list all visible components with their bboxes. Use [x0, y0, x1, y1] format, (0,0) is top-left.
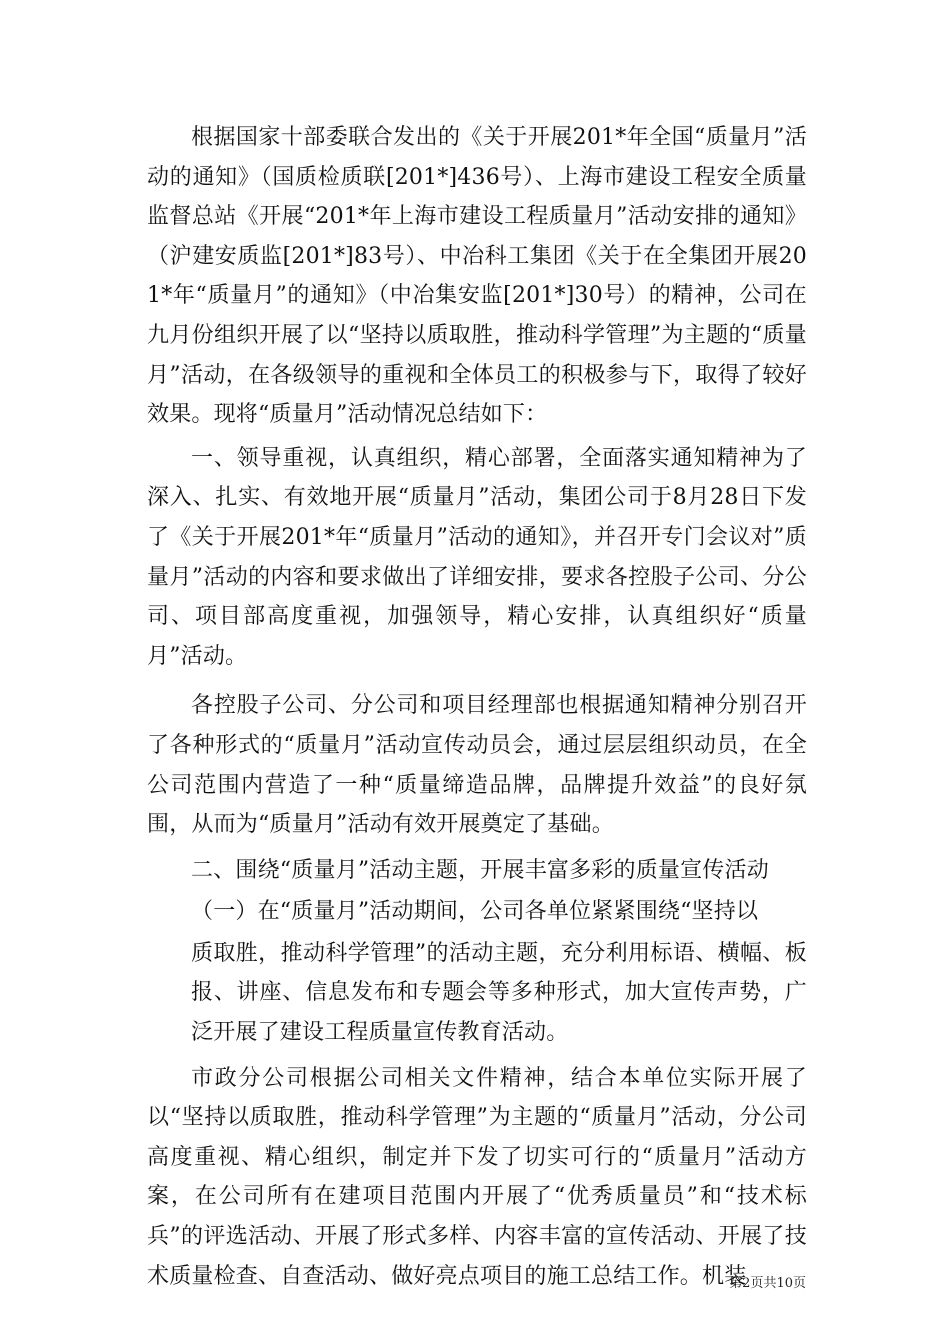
paragraph-item-one: （一）在“质量月”活动期间，公司各单位紧紧围绕“坚持以	[191, 899, 759, 925]
paragraph-section-one: 一、领导重视，认真组织，精心部署，全面落实通知精神为了深入、扎实、有效地开展“质量月”活动，集团公司于8月28日下发了《关于开展201*年“质量月”活动的通知》，并召开专门会议对”质量月”活动的内容和要求做出了详细安排，要求各控股子公司、分公司、项目部高度重视，加强领导，精心安排，认真组织好“质量月”活动。	[147, 445, 807, 669]
paragraph-subsidiaries: 各控股子公司、分公司和项目经理部也根据通知精神分别召开了各种形式的“质量月”活动宣传动员会，通过层层组织动员，在全公司范围内营造了一种“质量缔造品牌，品牌提升效益”的良好氛围，从而为“质量月”活动有效开展奠定了基础。	[147, 693, 807, 838]
paragraph-section-two-heading: 二、围绕“质量月”活动主题，开展丰富多彩的质量宣传活动	[191, 857, 769, 883]
page-number-footer: 第2页共10页	[729, 1276, 806, 1291]
document-body	[147, 118, 807, 1296]
paragraph-municipal-branch: 市政分公司根据公司相关文件精神，结合本单位实际开展了以“坚持以质取胜，推动科学管理”为主题的“质量月”活动，分公司高度重视、精心组织，制定并下发了切实可行的“质量月”活动方案，在公司所有在建项目范围内开展了“优秀质量员”和“技术标兵”的评选活动、开展了形式多样、内容丰富的宣传活动、开展了技术质量检查、自查活动、做好亮点项目的施工总结工作。机装	[147, 1065, 807, 1289]
paragraph-item-one-continued: 质取胜，推动科学管理”的活动主题，充分利用标语、横幅、板报、讲座、信息发布和专题会等多种形式，加大宣传声势，广泛开展了建设工程质量宣传教育活动。	[191, 940, 807, 1046]
paragraph-intro: 根据国家十部委联合发出的《关于开展201*年全国“质量月”活动的通知》（国质检质联[201*]436号）、上海市建设工程安全质量监督总站《开展“201*年上海市建设工程质量月”活动安排的通知》（沪建安质监[201*]83号）、中冶科工集团《关于在全集团开展201*年“质量月”的通知》（中冶集安监[201*]30号）的精神，公司在九月份组织开展了以“坚持以质取胜，推动科学管理”为主题的“质量月”活动，在各级领导的重视和全体员工的积极参与下，取得了较好效果。现将“质量月”活动情况总结如下：	[147, 125, 807, 428]
